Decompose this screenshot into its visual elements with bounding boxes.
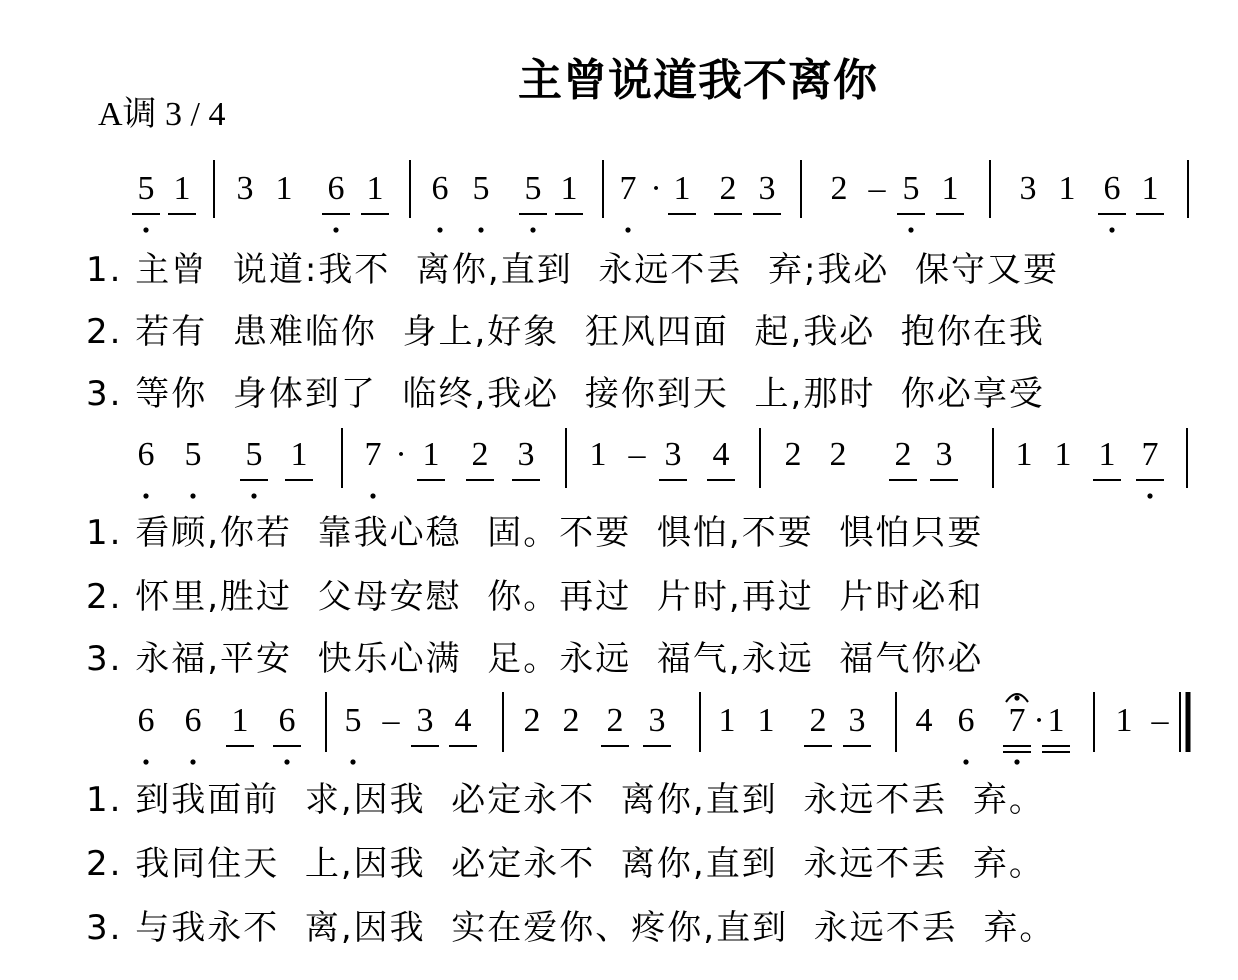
note-digit: 1 xyxy=(231,702,249,739)
note-digit: 2 xyxy=(719,170,737,207)
note-digit: 6 xyxy=(137,436,155,473)
note-digit: 1 xyxy=(366,170,384,207)
low-octave-dot xyxy=(333,227,338,232)
low-octave-dot xyxy=(143,227,148,232)
note-digit: 1 xyxy=(1141,170,1159,207)
note-digit: 2 xyxy=(809,702,827,739)
note-digit: 6 xyxy=(957,702,975,739)
low-octave-dot xyxy=(625,227,630,232)
note-digit: 1 xyxy=(1098,436,1116,473)
note-digit: 2 xyxy=(830,170,848,207)
note-digit: 5 xyxy=(245,436,263,473)
dotted-note-mark: · xyxy=(650,170,662,207)
note-digit: 3 xyxy=(664,436,682,473)
note-digit: 1 xyxy=(941,170,959,207)
lyric-line: 3. 与我永不 离,因我 实在爱你、疼你,直到 永远不丢 弃。 xyxy=(86,908,1056,948)
note-digit: 2 xyxy=(829,436,847,473)
note-digit: 3 xyxy=(758,170,776,207)
note-digit: 3 xyxy=(935,436,953,473)
note-digit: 5 xyxy=(902,170,920,207)
note-digit: 1 xyxy=(1047,702,1065,739)
note-digit: 6 xyxy=(1103,170,1121,207)
note-digit: 1 xyxy=(1015,436,1033,473)
note-digit: 3 xyxy=(416,702,434,739)
note-digit: 7 xyxy=(619,170,637,207)
note-digit: 2 xyxy=(894,436,912,473)
hold-dash: – xyxy=(628,436,646,473)
lyric-line: 3. 永福,平安 快乐心满 足。永远 福气,永远 福气你必 xyxy=(86,639,984,679)
low-octave-dot xyxy=(143,493,148,498)
note-digit: 1 xyxy=(275,170,293,207)
note-digit: 3 xyxy=(848,702,866,739)
fermata-dot xyxy=(1014,695,1019,700)
low-octave-dot xyxy=(190,759,195,764)
note-digit: 5 xyxy=(137,170,155,207)
note-digit: 5 xyxy=(184,436,202,473)
low-octave-dot xyxy=(1147,493,1152,498)
note-digit: 1 xyxy=(422,436,440,473)
note-digit: 7 xyxy=(1008,702,1026,739)
note-digit: 7 xyxy=(364,436,382,473)
note-digit: 5 xyxy=(472,170,490,207)
low-octave-dot xyxy=(1109,227,1114,232)
note-digit: 1 xyxy=(757,702,775,739)
lyric-line: 2. 怀里,胜过 父母安慰 你。再过 片时,再过 片时必和 xyxy=(86,577,984,617)
note-digit: 2 xyxy=(523,702,541,739)
dotted-note-mark: · xyxy=(1033,702,1045,739)
note-digit: 6 xyxy=(278,702,296,739)
note-digit: 4 xyxy=(712,436,730,473)
lyric-line: 2. 若有 患难临你 身上,好象 狂风四面 起,我必 抱你在我 xyxy=(86,312,1045,352)
note-digit: 6 xyxy=(327,170,345,207)
note-digit: 7 xyxy=(1141,436,1159,473)
note-digit: 5 xyxy=(344,702,362,739)
note-digit: 2 xyxy=(606,702,624,739)
fermata-icon xyxy=(1006,694,1028,702)
low-octave-dot xyxy=(350,759,355,764)
lyric-line: 3. 等你 身体到了 临终,我必 接你到天 上,那时 你必享受 xyxy=(86,374,1045,414)
note-digit: 1 xyxy=(173,170,191,207)
note-digit: 5 xyxy=(524,170,542,207)
note-digit: 3 xyxy=(648,702,666,739)
note-digit: 2 xyxy=(784,436,802,473)
note-digit: 1 xyxy=(560,170,578,207)
dotted-note-mark: · xyxy=(395,436,407,473)
lyric-line: 1. 到我面前 求,因我 必定永不 离你,直到 永远不丢 弃。 xyxy=(86,780,1045,820)
low-octave-dot xyxy=(478,227,483,232)
low-octave-dot xyxy=(143,759,148,764)
lyric-line: 1. 看顾,你若 靠我心稳 固。不要 惧怕,不要 惧怕只要 xyxy=(86,513,984,553)
note-digit: 3 xyxy=(1019,170,1037,207)
note-digit: 2 xyxy=(562,702,580,739)
note-digit: 6 xyxy=(184,702,202,739)
low-octave-dot xyxy=(370,493,375,498)
note-digit: 6 xyxy=(431,170,449,207)
low-octave-dot xyxy=(908,227,913,232)
note-digit: 1 xyxy=(589,436,607,473)
note-digit: 2 xyxy=(471,436,489,473)
low-octave-dot xyxy=(284,759,289,764)
hold-dash: – xyxy=(868,170,886,207)
note-digit: 1 xyxy=(1054,436,1072,473)
low-octave-dot xyxy=(190,493,195,498)
note-digit: 4 xyxy=(915,702,933,739)
hold-dash: – xyxy=(382,702,400,739)
note-digit: 6 xyxy=(137,702,155,739)
key-signature: A调 3 / 4 xyxy=(98,96,226,133)
hold-dash: – xyxy=(1151,702,1169,739)
note-digit: 3 xyxy=(236,170,254,207)
note-digit: 1 xyxy=(1115,702,1133,739)
low-octave-dot xyxy=(1014,759,1019,764)
note-digit: 3 xyxy=(517,436,535,473)
low-octave-dot xyxy=(251,493,256,498)
note-digit: 1 xyxy=(673,170,691,207)
note-digit: 1 xyxy=(290,436,308,473)
lyric-line: 1. 主曾 说道:我不 离你,直到 永远不丢 弃;我必 保守又要 xyxy=(86,250,1060,290)
note-digit: 1 xyxy=(1058,170,1076,207)
low-octave-dot xyxy=(530,227,535,232)
note-digit: 4 xyxy=(454,702,472,739)
low-octave-dot xyxy=(437,227,442,232)
low-octave-dot xyxy=(963,759,968,764)
song-title: 主曾说道我不离你 xyxy=(518,55,878,106)
lyric-line: 2. 我同住天 上,因我 必定永不 离你,直到 永远不丢 弃。 xyxy=(86,844,1045,884)
note-digit: 1 xyxy=(718,702,736,739)
